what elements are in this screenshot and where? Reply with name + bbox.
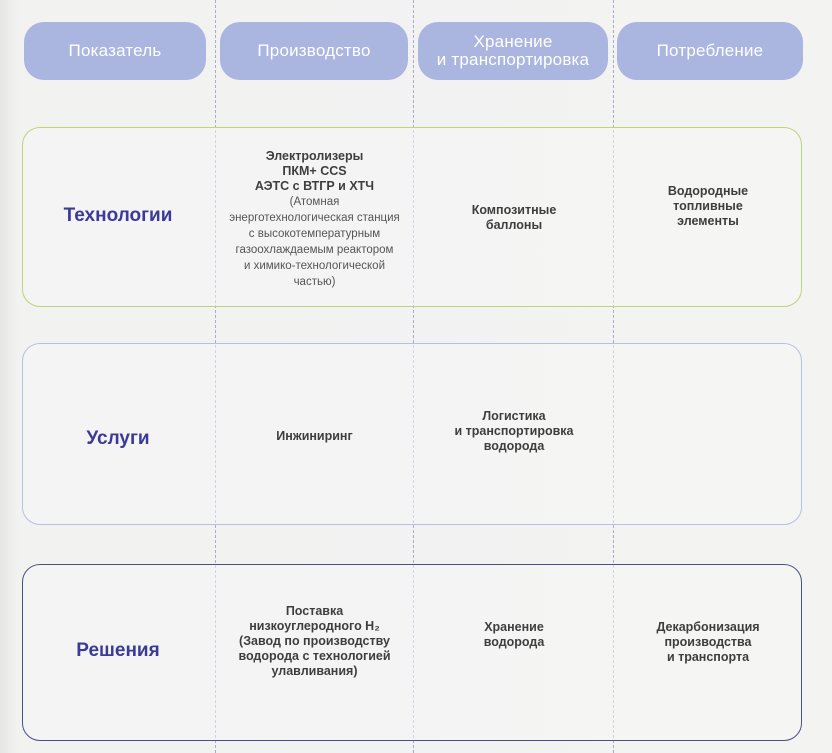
cell-technologies-production: Электролизеры ПКМ+ CCS АЭТС с ВТГР и ХТЧ (Атомная энерготехнологическая станция с высокотемпературным газоохлаждаемым реактором и химико-технологической частью) bbox=[229, 149, 400, 288]
header-production: Производство bbox=[220, 22, 408, 80]
row-label-services: Услуги bbox=[86, 428, 150, 449]
cell-solutions-production: Поставка низкоуглеродного H₂ (Завод по производству водорода с технологией улавливания) bbox=[238, 604, 391, 678]
row-label-technologies: Технологии bbox=[63, 205, 173, 226]
cell-technologies-consumption: Водородные топливные элементы bbox=[667, 184, 749, 228]
header-indicator: Показатель bbox=[24, 22, 206, 80]
cell-technologies-storage: Композитные баллоны bbox=[471, 203, 557, 232]
cell-services-storage: Логистика и транспортировка водорода bbox=[454, 409, 574, 453]
cell-solutions-consumption: Декарбонизация производства и транспорта bbox=[656, 620, 760, 664]
row-label-solutions: Решения bbox=[76, 640, 160, 661]
cell-services-production: Инжиниринг bbox=[276, 429, 353, 443]
header-consumption: Потребление bbox=[617, 22, 803, 80]
cell-solutions-storage: Хранение водорода bbox=[483, 620, 545, 649]
header-storage: Хранение и транспортировка bbox=[418, 22, 608, 80]
